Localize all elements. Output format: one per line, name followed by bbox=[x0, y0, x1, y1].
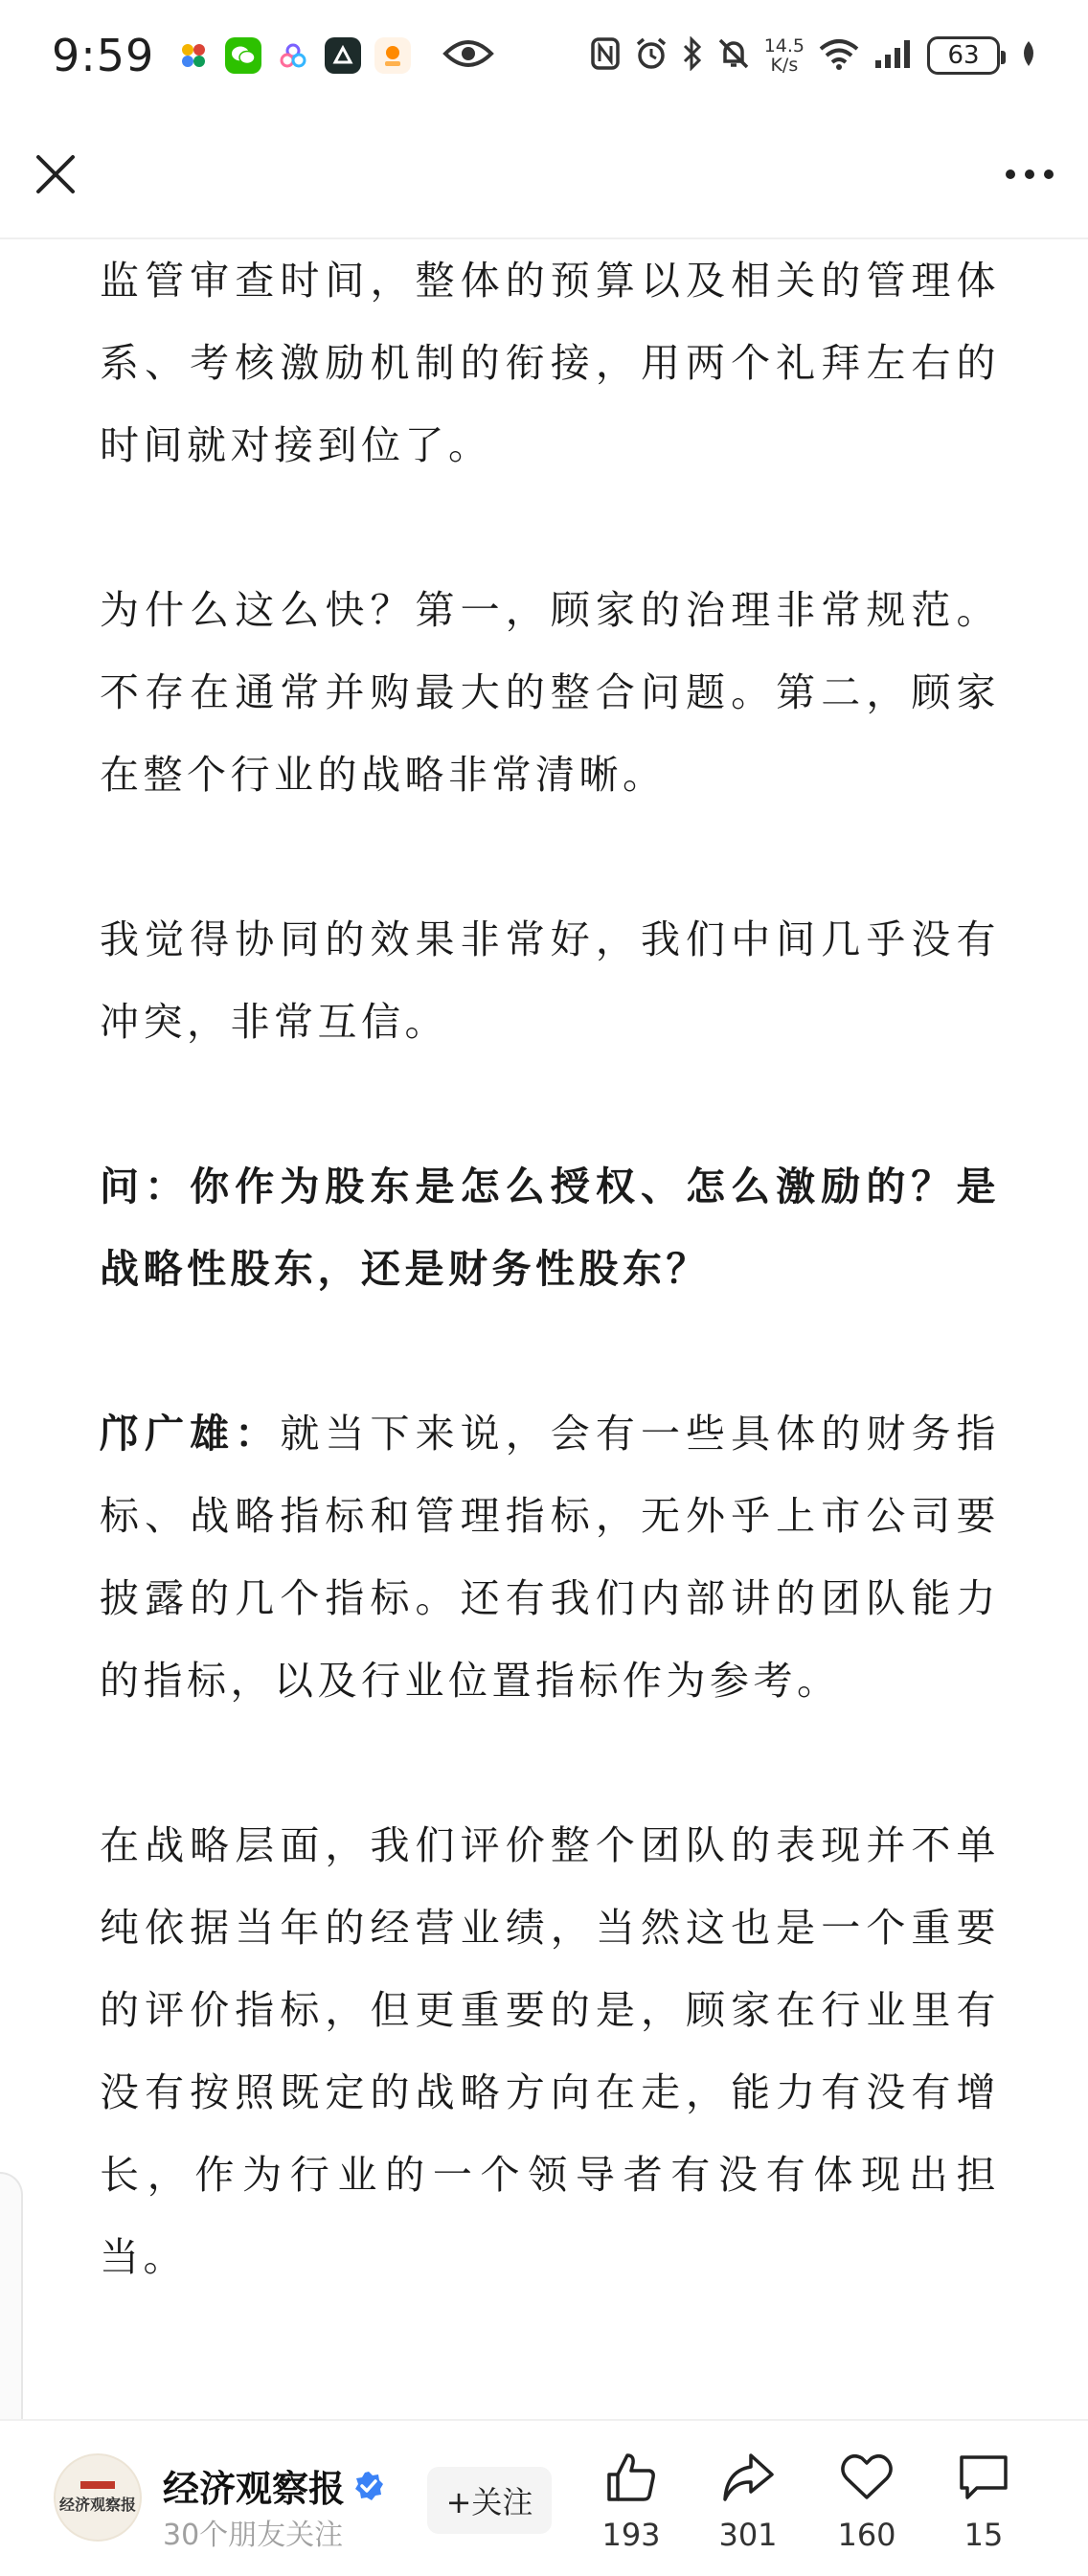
network-speed bbox=[764, 36, 805, 75]
leaf-icon bbox=[1019, 39, 1038, 72]
avatar-logo-text: 经济观察报 bbox=[58, 2495, 136, 2514]
dark-app-icon bbox=[325, 37, 361, 74]
eye-icon bbox=[442, 36, 494, 75]
share-count: 301 bbox=[718, 2517, 778, 2553]
account-name[interactable] bbox=[163, 2459, 385, 2512]
verified-icon bbox=[352, 2470, 385, 2502]
share-arrow-icon bbox=[720, 2450, 776, 2505]
article-paragraph: 监管审查时间，整体的预算以及相关的管理体系、考核激励机制的衔接，用两个礼拜左右的时间就对接到位了。 bbox=[100, 258, 1000, 468]
article-paragraph: 为什么这么快？第一，顾家的治理非常规范。不存在通常并购最大的整合问题。第二，顾家在整个行业的战略非常清晰。 bbox=[100, 587, 1000, 798]
speed-unit: K/s bbox=[770, 55, 799, 76]
status-time: 9:59 bbox=[52, 30, 155, 81]
mute-icon bbox=[716, 36, 751, 75]
status-indicators bbox=[590, 29, 1038, 82]
favorite-count: 160 bbox=[837, 2517, 896, 2553]
close-button[interactable] bbox=[27, 146, 84, 203]
favorite-button[interactable] bbox=[824, 2450, 910, 2553]
article-question: 问：你作为股东是怎么授权、怎么激励的？是战略性股东，还是财务性股东？ bbox=[100, 1164, 1000, 1292]
account-avatar[interactable] bbox=[54, 2453, 142, 2542]
more-dot-icon bbox=[1006, 169, 1015, 179]
close-icon bbox=[34, 153, 77, 195]
comment-button[interactable] bbox=[941, 2450, 1027, 2553]
comment-count: 15 bbox=[963, 2517, 1004, 2553]
share-button[interactable] bbox=[705, 2450, 791, 2553]
battery-indicator bbox=[927, 36, 1000, 75]
more-dot-icon bbox=[1025, 169, 1034, 179]
orange-app-icon bbox=[374, 37, 411, 74]
like-count: 193 bbox=[601, 2517, 661, 2553]
nfc-icon bbox=[590, 36, 621, 75]
like-button[interactable] bbox=[588, 2450, 674, 2553]
follow-button[interactable]: +关注 bbox=[427, 2467, 552, 2534]
top-nav bbox=[0, 111, 1088, 239]
bottom-action-bar bbox=[0, 2419, 1088, 2576]
signal-icon bbox=[873, 37, 914, 74]
rings-app-icon bbox=[275, 37, 311, 74]
article-answer bbox=[100, 1392, 1000, 1722]
wifi-icon bbox=[818, 37, 860, 74]
article-paragraph: 我觉得协同的效果非常好，我们中间几乎没有冲突，非常互信。 bbox=[100, 916, 1000, 1045]
status-bar bbox=[0, 0, 1088, 111]
article-paragraph: 在战略层面，我们评价整个团队的表现并不单纯依据当年的经营业绩，当然这也是一个重要的评价指标，但更重要的是，顾家在行业里有没有按照既定的战略方向在走，能力有没有增长，作为行业的一个领导者有没有体现出担当。 bbox=[100, 1822, 1000, 2280]
more-dot-icon bbox=[1044, 169, 1054, 179]
comment-bubble-icon bbox=[956, 2450, 1011, 2505]
thumbs-up-icon bbox=[603, 2450, 659, 2505]
notification-icons bbox=[175, 37, 411, 74]
alarm-icon bbox=[634, 36, 669, 75]
account-name-text: 经济观察报 bbox=[163, 2468, 346, 2510]
answer-text: 就当下来说，会有一些具体的财务指标、战略指标和管理指标，无外乎上市公司要披露的几个指标。还有我们内部讲的团队能力的指标，以及行业位置指标作为参考。 bbox=[100, 1411, 1001, 1704]
bluetooth-icon bbox=[682, 36, 703, 75]
battery-level: 63 bbox=[947, 41, 980, 70]
pinwheel-app-icon bbox=[175, 37, 212, 74]
more-button[interactable] bbox=[996, 146, 1063, 203]
article-body bbox=[100, 239, 1000, 2381]
wechat-icon bbox=[225, 37, 261, 74]
speaker-name: 邝广雄： bbox=[100, 1411, 281, 1457]
heart-icon bbox=[839, 2450, 895, 2505]
avatar-logo-bar bbox=[80, 2481, 115, 2489]
speed-value: 14.5 bbox=[763, 35, 805, 56]
friends-following-count: 30个朋友关注 bbox=[163, 2519, 344, 2552]
